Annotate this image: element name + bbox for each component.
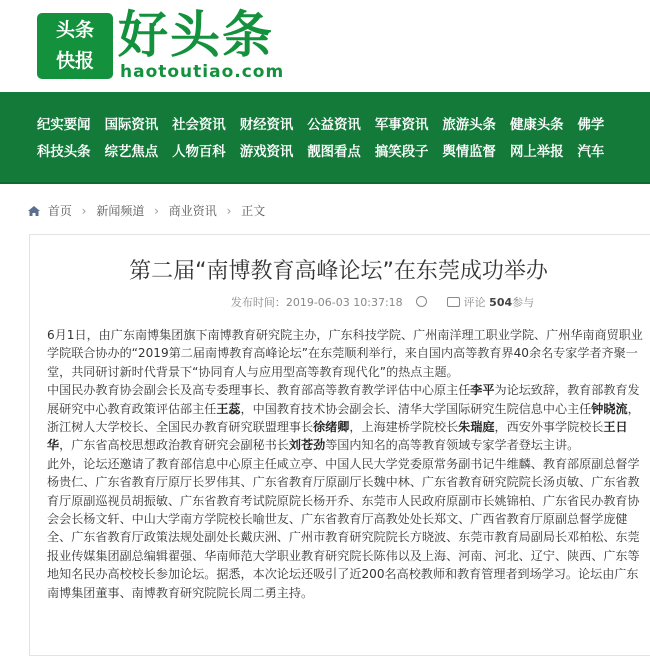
comment-count[interactable]: 504 xyxy=(489,296,513,309)
breadcrumb-news-channel[interactable]: 新闻频道 xyxy=(96,204,145,218)
clock-icon xyxy=(416,296,427,307)
speaker-name: 钟晓流 xyxy=(591,401,628,416)
article-container xyxy=(29,234,650,656)
speaker-name: 朱瑞庭 xyxy=(458,420,495,435)
logo-title[interactable]: 好头条 xyxy=(118,6,274,64)
nav-item[interactable]: 健康头条 xyxy=(509,118,564,133)
speakers-text: ，上海建桥学院校长 xyxy=(349,420,459,435)
main-nav xyxy=(0,92,650,184)
nav-item[interactable]: 汽车 xyxy=(577,145,605,160)
breadcrumb-current: 正文 xyxy=(241,204,266,218)
nav-row-2 xyxy=(37,139,650,166)
nav-row-1 xyxy=(37,112,650,139)
article-meta xyxy=(30,294,650,310)
nav-item[interactable]: 公益资讯 xyxy=(307,118,361,133)
home-icon xyxy=(28,206,40,216)
breadcrumb-separator: › xyxy=(81,204,87,218)
speakers-text: ，西安外事学院校长 xyxy=(494,420,604,435)
article-body xyxy=(47,326,647,602)
publish-time-value: 2019-06-03 10:37:18 xyxy=(285,296,403,309)
nav-item[interactable]: 国际资讯 xyxy=(104,118,159,133)
speakers-text: ，广东省高校思想政治教育研究会副秘书长 xyxy=(59,438,289,453)
nav-item[interactable]: 财经资讯 xyxy=(239,118,294,133)
breadcrumb-business-news[interactable]: 商业资讯 xyxy=(168,204,217,218)
speakers-text: ，浙江树人大学校长、全国民办教育研究联盟理事长 xyxy=(47,401,640,435)
nav-item[interactable]: 人物百科 xyxy=(172,145,226,160)
publish-time-label: 发布时间： xyxy=(230,296,286,309)
nav-item[interactable]: 军事资讯 xyxy=(374,118,429,133)
speakers-text: 等国内知名的高等教育领域专家学者登坛主讲。 xyxy=(325,438,580,453)
logo-badge-line1: 头条 xyxy=(55,19,94,41)
paragraph-speakers xyxy=(47,381,647,455)
breadcrumb-separator: › xyxy=(226,204,232,218)
breadcrumb-home[interactable]: 首页 xyxy=(47,204,72,218)
comment-icon xyxy=(447,297,460,307)
breadcrumb-separator: › xyxy=(154,204,159,218)
nav-item[interactable]: 靓图看点 xyxy=(307,145,361,160)
speakers-text: 中国民办教育协会副会长及高专委理事长、教育部高等教育教学评估中心原主任 xyxy=(47,383,471,398)
nav-item[interactable]: 社会资讯 xyxy=(172,118,226,133)
article-title: 第二届“南博教育高峰论坛”在东莞成功举办 xyxy=(129,259,548,284)
speaker-name: 王蕊 xyxy=(216,401,241,416)
speakers-text: 为论坛致辞，教育部教育发展研究中心教育政策评估部主任 xyxy=(47,383,640,416)
speaker-name: 李平 xyxy=(470,383,495,398)
logo-domain: haotoutiao.com xyxy=(120,62,285,82)
comment-label[interactable]: 评论 xyxy=(463,296,486,309)
nav-item[interactable]: 纪实要闻 xyxy=(37,118,91,133)
speaker-name: 刘苍劲 xyxy=(288,438,326,453)
site-header xyxy=(0,0,650,92)
nav-item[interactable]: 舆情监督 xyxy=(442,145,496,160)
nav-item[interactable]: 科技头条 xyxy=(37,145,91,160)
breadcrumb xyxy=(0,196,650,226)
participants-suffix: 参与 xyxy=(512,296,535,309)
speaker-name: 徐绪卿 xyxy=(313,420,350,435)
nav-item[interactable]: 旅游头条 xyxy=(442,118,496,133)
nav-item[interactable]: 游戏资讯 xyxy=(239,145,294,160)
logo-badge[interactable] xyxy=(37,13,113,79)
nav-item[interactable]: 佛学 xyxy=(577,118,605,133)
nav-item[interactable]: 搞笑段子 xyxy=(374,145,429,160)
paragraph-guests: 此外，论坛还邀请了教育部信息中心原主任咸立亭、中国人民大学党委原常务副书记牛维麟、教育部原副总督学杨贵仁、广东省教育厅原厅长罗伟其、广东省教育厅原副厅长魏中林、广东省教育研究院院长汤贞敏、广东省教育厅原副巡视员胡振敏、广东省教育考试院原院长杨开乔、东莞市人民政府原副市长姚锦柏、广东省民办教育协会会长杨文轩、中山大学南方学院校长喻世友、广东省教育厅高教处处长郑文、广西省教育厅原副总督学庞健全、广东省教育厅政策法规处副处长戴庆洲、广州市教育研究院院长方晓波、东莞市教育局副局长邓柏松、东莞报业传媒集团副总编辑翟强、华南师范大学职业教育研究院长陈伟以及上海、河南、河北、辽宁、陕西、广东等地知名民办高校校长参加论坛。据悉，本次论坛还吸引了近200名高校教师和教育管理者到场学习。论坛由广东南博集团董事、南博教育研究院院长周二勇主持。 xyxy=(47,456,640,600)
nav-item[interactable]: 综艺焦点 xyxy=(104,145,159,160)
logo-badge-line2: 快报 xyxy=(55,50,94,72)
nav-item[interactable]: 网上举报 xyxy=(509,145,564,160)
speaker-name: 王日华 xyxy=(47,420,628,453)
paragraph-intro: 6月1日，由广东南博集团旗下南博教育研究院主办，广东科技学院、广州南洋理工职业学院、广州华南商贸职业学院联合协办的“2019第二届南博教育高峰论坛”在东莞顺利举行，来自国内高等教育界40余名专家学者齐聚一堂，共同研讨新时代背景下“协同育人与应用型高等教育现代化”的热点主题。 xyxy=(47,328,643,379)
speakers-text: ，中国教育技术协会副会长、清华大学国际研究生院信息中心主任 xyxy=(240,401,592,416)
